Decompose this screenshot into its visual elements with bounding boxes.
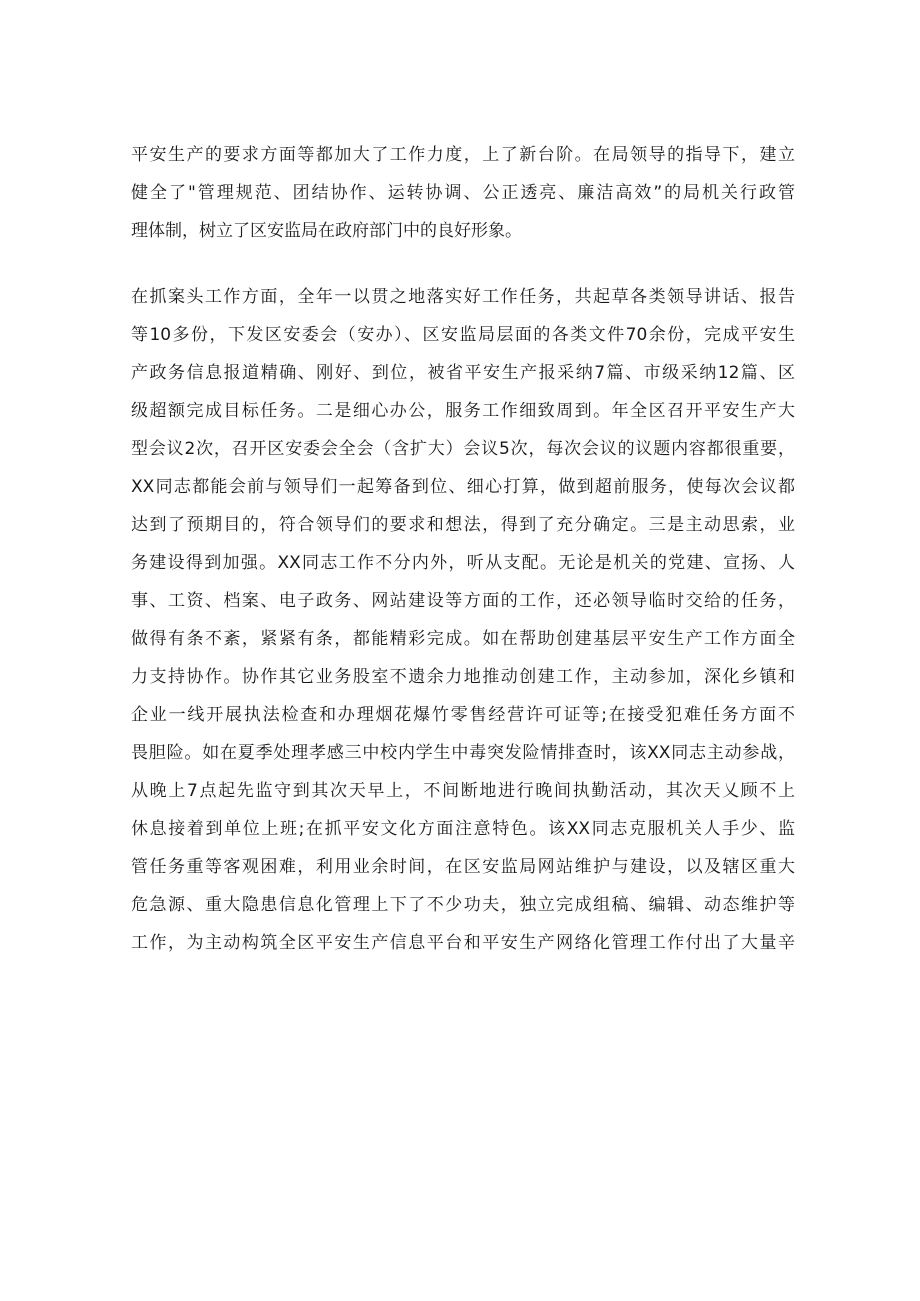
text-line: 级超额完成目标任务。二是细心办公，服务工作细致周到。年全区召开平安生产大 <box>131 401 795 421</box>
text-line <box>131 962 795 1000</box>
text-line <box>131 1076 795 1114</box>
text-line: 从晚上7点起先监守到其次天早上，不间断地进行晚间执勤活动，其次天乂顾不上 <box>131 781 795 801</box>
text-line: 力支持协作。协作其它业务股室不遗余力地推动创建工作，主动参加，深化乡镇和 <box>131 667 795 687</box>
text-line: 达到了预期目的，符合领导们的要求和想法，得到了充分确定。三是主动思索，业 <box>131 515 795 535</box>
text-line <box>131 1038 795 1076</box>
text-line: 在抓案头工作方面，全年一以贯之地落实好工作任务，共起草各类领导讲话、报告 <box>131 287 795 307</box>
text-line: 产政务信息报道精确、刚好、到位，被省平安生产报采纳7篇、市级采纳12篇、区 <box>131 363 795 383</box>
text-line: 休息接着到单位上班;在抓平安文化方面注意特色。该XX同志克服机关人手少、监 <box>131 819 795 839</box>
text-line: 型会议2次，召开区安委会全会（含扩大）会议5次，每次会议的议题内容都很重要， <box>131 439 795 459</box>
text-line: 务建设得到加强。XX同志工作不分内外，听从支配。无论是机关的党建、宣扬、人 <box>131 553 795 573</box>
text-line <box>131 1000 795 1038</box>
text-line: 企业一线开展执法检查和办理烟花爆竹零售经营许可证等;在接受犯难任务方面不 <box>131 705 795 725</box>
text-line: 工作，为主动构筑全区平安生产信息平台和平安生产网络化管理工作付出了大量辛 <box>131 933 795 953</box>
paragraph-1 <box>131 136 795 250</box>
text-line: 做得有条不紊，紧紧有条，都能精彩完成。如在帮助创建基层平安生产工作方面全 <box>131 629 795 649</box>
text-line: 平安生产的要求方面等都加大了工作力度，上了新台阶。在局领导的指导下，建立 <box>131 145 795 165</box>
text-line: 健全了"管理规范、团结协作、运转协调、公正透亮、廉洁高效”的局机关行政管 <box>131 183 795 203</box>
text-line: 事、工资、档案、电子政务、网站建设等方面的工作，还必领导临时交给的任务， <box>131 591 795 611</box>
text-line: 危急源、重大隐患信息化管理上下了不少功夫，独立完成组稿、编辑、动态维护等 <box>131 895 795 915</box>
text-line: 畏胆险。如在夏季处理孝感三中校内学生中毒突发险情排查时，该XX同志主动参战， <box>131 743 795 763</box>
text-line: 等10多份，下发区安委会（安办）、区安监局层面的各类文件70余份，完成平安生 <box>131 325 795 345</box>
text-line: 管任务重等客观困难，利用业余时间，在区安监局网站维护与建设，以及辖区重大 <box>131 857 795 877</box>
paragraph-2 <box>131 278 795 1114</box>
text-line: 理体制，树立了区安监局在政府部门中的良好形象。 <box>131 221 522 241</box>
text-line: XX同志都能会前与领导们一起筹备到位、细心打算，做到超前服务，使每次会议都 <box>131 477 795 497</box>
